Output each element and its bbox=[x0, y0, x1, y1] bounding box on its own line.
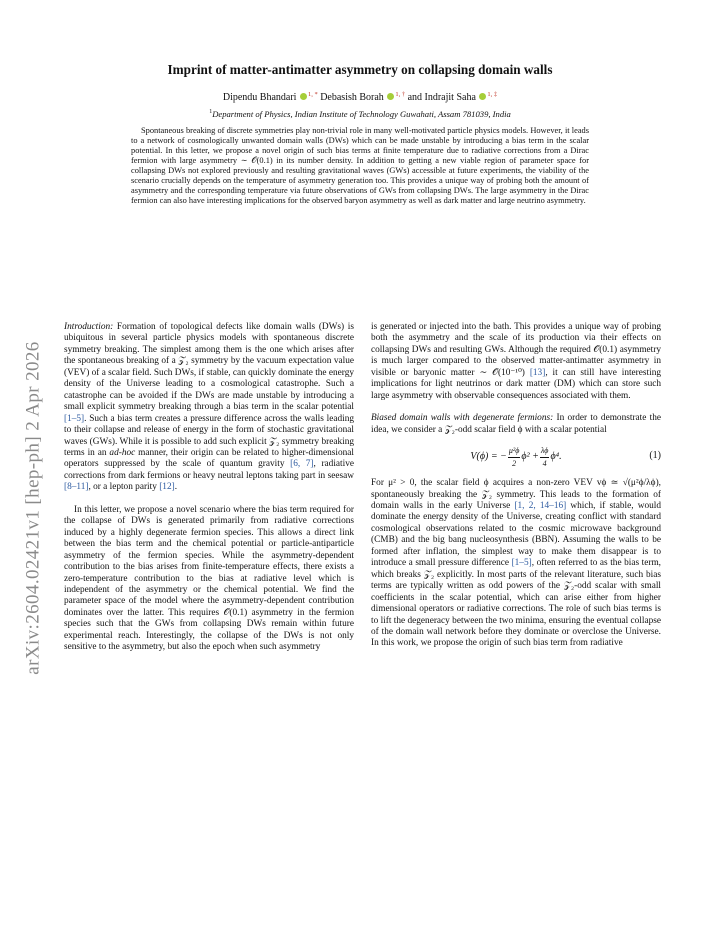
vev-paragraph bbox=[371, 478, 661, 650]
equation-lhs: V(ϕ) = − bbox=[470, 451, 507, 463]
fraction bbox=[508, 445, 521, 469]
author-name: Dipendu Bhandari bbox=[222, 92, 297, 103]
paper-title: Imprint of matter-antimatter asymmetry on collapsing domain walls bbox=[167, 62, 553, 77]
text-run: which, if stable, would dominate the energy density of the Universe, creating conflict with standard cosmological observations related to the cosmic microwave background (CMB) and the big bang nucleosynthesis (BBN). Assuming the walls to be formed after inflation, the simplest way to make them disappear is to introduce a small pressure difference bbox=[371, 500, 661, 569]
arxiv-id-text: arXiv:2604.02421v1 [hep-ph] 2 Apr 2026 bbox=[23, 341, 44, 675]
orcid-icon[interactable] bbox=[387, 93, 394, 100]
intro-heading: Introduction: bbox=[64, 322, 114, 332]
affiliation bbox=[100, 109, 620, 119]
text-run: , radiative corrections from dark fermions or heavy neutral leptons taking part in seesaw bbox=[64, 459, 354, 481]
fraction-denominator: 2 bbox=[512, 458, 517, 468]
emphasis: ad-hoc bbox=[109, 447, 136, 458]
fraction bbox=[540, 445, 550, 469]
equation-mid: ϕ² + bbox=[521, 451, 539, 463]
orcid-icon[interactable] bbox=[300, 93, 307, 100]
text-run: , often referred to as the bias term, which breaks 𝒵₂ explicitly. In most parts of the relevant literature, such bias terms are typically written as odd powers of the 𝒵₂-odd scalar with small coefficients in the scalar potential, which can arise either from higher dimensional operators or radiative corrections. The role of such bias terms is to lift the degeneracy between the two minima, ensuring the eventual collapse of the domain wall network before they dominate or overclose the Universe. In this work, we propose the origin of such bias term from radiative bbox=[371, 558, 661, 649]
section-heading: Biased domain walls with degenerate fermions: bbox=[371, 413, 554, 424]
text-run: is generated or injected into the bath. This provides a unique way of probing both the asymmetry and the scale of its production via their effects on collapsing DWs and resulting GWs. Although the required 𝒪(0.1) asymmetry is much larger compared to the observed matter-antimatter asymmetry in visible or baryonic matter ∼ 𝒪(10⁻¹⁰) bbox=[371, 322, 661, 378]
arxiv-identifier-stamp bbox=[8, 288, 60, 728]
author-joiner: and bbox=[407, 92, 423, 103]
text-run: , it can still have interesting implications for light neutrinos or dark matter (DM) which can store such large asymmetry with observable consequences associated with them. bbox=[371, 367, 661, 401]
fraction-denominator: 4 bbox=[542, 458, 547, 468]
equation-1 bbox=[371, 440, 661, 474]
text-run: , or a lepton parity bbox=[88, 482, 160, 493]
intro-paragraph-1 bbox=[64, 322, 354, 494]
text-run: For μ² > 0, the scalar field ϕ acquires a non-zero VEV vϕ ≃ √(μ²ϕ/λϕ), spontaneously breaking the 𝒵₂ symmetry. This leads to the formation of domain walls in the early Universe bbox=[371, 478, 661, 511]
right-column bbox=[371, 322, 661, 650]
continued-paragraph bbox=[371, 322, 661, 402]
citation-link[interactable]: [12] bbox=[159, 482, 175, 493]
citation-link[interactable]: [1, 2, 14–16] bbox=[514, 500, 567, 511]
author-marks[interactable]: 1, * bbox=[307, 91, 318, 98]
affiliation-text: Department of Physics, Indian Institute of Technology Guwahati, Assam 781039, India bbox=[212, 109, 511, 119]
citation-link[interactable]: [8–11] bbox=[64, 482, 89, 493]
fraction-numerator: μ²ϕ bbox=[508, 445, 521, 457]
text-run: Formation of topological defects like domain walls (DWs) is ubiquitous in several particle physics models with spontaneous discrete symmetry breaking. The simplest among them is the one which arises after the spontaneous breaking of a 𝒵₂ symmetry by the vacuum expectation value (VEV) of a scalar field. Such DWs, if stable, can quickly dominate the energy density of the Universe leading to a cosmological catastrophe. Such a catastrophe can be avoided if the DWs are made unstable by introducing a small explicit symmetry breaking through a bias term in the scalar potential bbox=[64, 322, 355, 413]
citation-link[interactable]: [13] bbox=[529, 367, 546, 378]
author-name: Debasish Borah bbox=[320, 92, 384, 103]
author-list bbox=[100, 91, 620, 103]
abstract-text: Spontaneous breaking of discrete symmetries play non-trivial role in many well-motivated particle physics models. However, it leads to a network of cosmologically unwanted domain walls (DWs) which can be made unstable by introducing a bias term in the scalar potential. In this letter, we propose a novel origin of such bias terms at finite temperature due to radiative corrections from a Dirac fermion with large asymmetry ∼ 𝒪(0.1) in its number density. In addition to getting a new viable region of parameter space for collapsing DWs not explored previously and resulting gravitational waves (GWs) accessible at future experiments, the viability of the scenario crucially depends on the temperature of asymmetry generation too. This provides a unique way of probing both the amount of asymmetry and the corresponding temperature via future observations of GWs from collapsing DWs. The large asymmetry in the Dirac fermion can also have interesting implications for the observed baryon asymmetry as well as dark matter and large neutrino asymmetry. bbox=[131, 126, 589, 206]
fraction-numerator: λϕ bbox=[540, 445, 550, 457]
text-run: . Such a bias term creates a pressure difference across the walls leading to their collapse and release of energy in the form of stochastic gravitational waves (GWs). While it is possible to add such explicit 𝒵₂ symmetry breaking terms in an bbox=[64, 413, 354, 458]
citation-link[interactable]: [6, 7] bbox=[290, 459, 314, 470]
intro-paragraph-2: In this letter, we propose a novel scenario where the bias term required for the collapse of DWs is generated primarily from radiative corrections induced by a highly degenerate fermion species. This allows a direct link between the bias term and the chemical potential or particle-antiparticle asymmetry of the fermion species. While the asymmetry-dependent contribution to the bias arises from finite-temperature effects, there exists a zero-temperature contribution to the bias at radiative level which is independent of the asymmetry or the chemical potential. We find the parameter space of the model where the asymmetry-dependent contribution dominates over the latter. This requires 𝒪(0.1) asymmetry in the fermion species such that the GWs from collapsing DWs remain within future experimental reach. Interestingly, the collapse of the DWs is not only sensitive to the asymmetry, but also the epoch when such asymmetry bbox=[64, 504, 354, 653]
equation-end: ϕ⁴. bbox=[550, 451, 562, 463]
citation-link[interactable]: [1–5] bbox=[511, 558, 532, 569]
text-run: In order to demonstrate the idea, we consider a 𝒵₂-odd scalar field ϕ with a scalar potential bbox=[371, 413, 661, 435]
left-column bbox=[64, 322, 354, 654]
author-marks[interactable]: 1, † bbox=[395, 91, 406, 98]
abstract bbox=[131, 126, 589, 206]
author-name: Indrajit Saha bbox=[424, 92, 476, 103]
author-marks[interactable]: 1, ‡ bbox=[487, 91, 498, 98]
equation-number: (1) bbox=[649, 450, 661, 462]
text-run: . bbox=[174, 482, 178, 493]
affiliation-mark: 1 bbox=[209, 109, 213, 116]
text-run: manner, their origin can be related to higher-dimensional operators suppressed by the scale of quantum gravity bbox=[64, 447, 354, 470]
citation-link[interactable]: [1–5] bbox=[64, 413, 85, 424]
section-paragraph bbox=[371, 413, 661, 436]
orcid-icon[interactable] bbox=[479, 93, 486, 100]
